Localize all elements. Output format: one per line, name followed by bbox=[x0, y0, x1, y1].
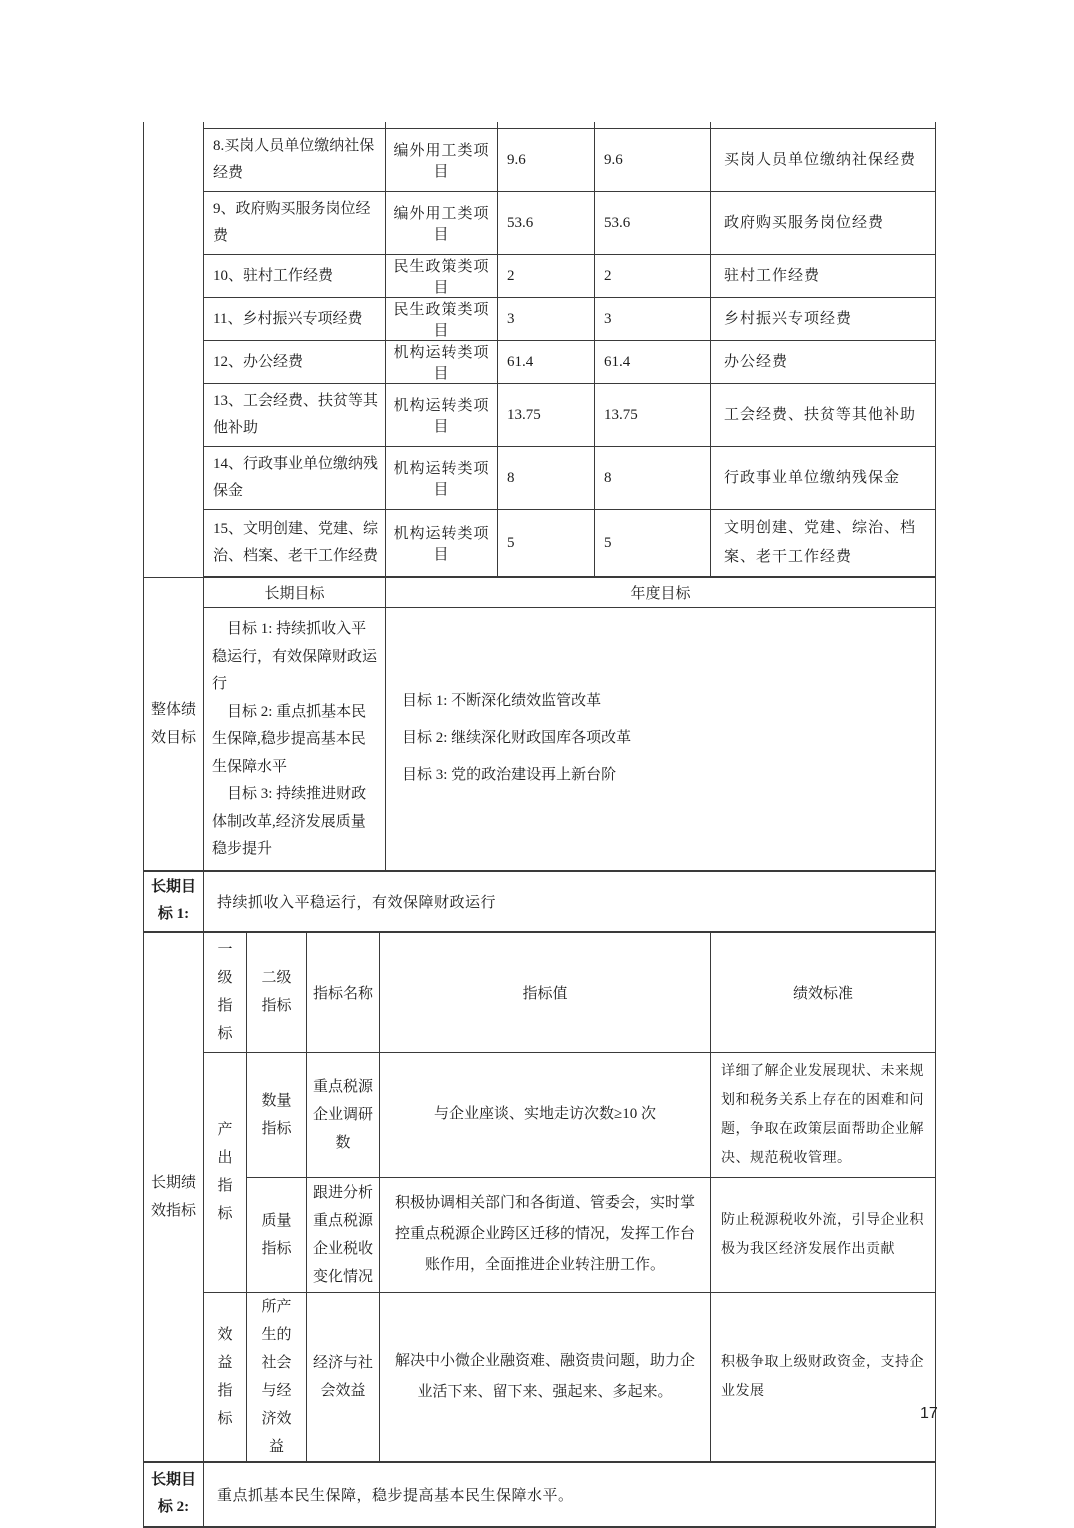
item-amount-2: 13.75 bbox=[595, 384, 711, 447]
header-level2-indicator: 二级指标 bbox=[247, 932, 307, 1052]
long-term-goal-item: 目标 2: 重点抓基本民生保障,稳步提高基本民生保障水平 bbox=[212, 699, 377, 782]
level2-indicator: 所产生的社会与经济效益 bbox=[247, 1292, 307, 1461]
item-amount-1: 61.4 bbox=[498, 341, 595, 384]
item-amount-1: 2 bbox=[498, 255, 595, 298]
long-term-goal-2-label: 长期目标 2: bbox=[144, 1462, 204, 1527]
item-name: 13、工会经费、扶贫等其他补助 bbox=[204, 384, 386, 447]
header-indicator-name: 指标名称 bbox=[307, 932, 380, 1052]
item-category: 机构运转类项目 bbox=[386, 341, 498, 384]
document-content bbox=[143, 122, 935, 1528]
item-description: 乡村振兴专项经费 bbox=[711, 298, 936, 341]
indicator-row-quality bbox=[144, 1177, 936, 1292]
long-term-goal-1-label: 长期目标 1: bbox=[144, 871, 204, 931]
level1-output-indicator: 产出指标 bbox=[204, 1052, 247, 1292]
level2-indicator: 质量指标 bbox=[247, 1177, 307, 1292]
indicator-value: 解决中小微企业融资难、融资贵问题，助力企业活下来、留下来、强起来、多起来。 bbox=[380, 1292, 711, 1461]
item-description: 工会经费、扶贫等其他补助 bbox=[711, 384, 936, 447]
long-term-goal-1-table bbox=[143, 871, 936, 932]
table-row bbox=[144, 129, 936, 192]
indicator-value: 积极协调相关部门和各街道、管委会，实时掌控重点税源企业跨区迁移的情况，发挥工作台账作用，全面推进企业转注册工作。 bbox=[380, 1177, 711, 1292]
budget-items-table bbox=[143, 122, 936, 577]
performance-standard: 防止税源税收外流，引导企业积极为我区经济发展作出贡献 bbox=[711, 1177, 936, 1292]
indicator-row-benefit bbox=[144, 1292, 936, 1461]
long-term-goal-2-table bbox=[143, 1462, 936, 1528]
item-name: 15、文明创建、党建、综治、档案、老干工作经费 bbox=[204, 510, 386, 577]
item-amount-1: 13.75 bbox=[498, 384, 595, 447]
indicator-section-row-label: 长期绩效指标 bbox=[144, 932, 204, 1461]
indicator-name: 重点税源企业调研数 bbox=[307, 1052, 380, 1177]
item-description: 政府购买服务岗位经费 bbox=[711, 192, 936, 255]
page-number: 17 bbox=[920, 1405, 938, 1423]
table-row bbox=[144, 510, 936, 577]
item-amount-2: 8 bbox=[595, 447, 711, 510]
long-term-goal-header: 长期目标 bbox=[204, 578, 386, 608]
item-name: 14、行政事业单位缴纳残保金 bbox=[204, 447, 386, 510]
table-row bbox=[144, 298, 936, 341]
header-level1-indicator: 一级指标 bbox=[204, 932, 247, 1052]
item-amount-2: 2 bbox=[595, 255, 711, 298]
header-indicator-value: 指标值 bbox=[380, 932, 711, 1052]
long-term-goal-1-content: 持续抓收入平稳运行，有效保障财政运行 bbox=[204, 871, 936, 931]
item-amount-2: 53.6 bbox=[595, 192, 711, 255]
item-amount-2: 61.4 bbox=[595, 341, 711, 384]
performance-standard: 积极争取上级财政资金，支持企业发展 bbox=[711, 1292, 936, 1461]
annual-goal-item: 目标 3: 党的政治建设再上新台阶 bbox=[386, 761, 935, 790]
item-category: 民生政策类项目 bbox=[386, 255, 498, 298]
overall-goals-table bbox=[143, 577, 936, 871]
item-description: 文明创建、党建、综治、档案、老干工作经费 bbox=[711, 510, 936, 577]
item-amount-2: 5 bbox=[595, 510, 711, 577]
indicator-value: 与企业座谈、实地走访次数≥10 次 bbox=[380, 1052, 711, 1177]
continued-rowlabel-cell bbox=[144, 122, 204, 577]
header-performance-standard: 绩效标准 bbox=[711, 932, 936, 1052]
item-category: 民生政策类项目 bbox=[386, 298, 498, 341]
annual-goals-cell bbox=[386, 608, 936, 871]
item-amount-1: 3 bbox=[498, 298, 595, 341]
table-row bbox=[144, 341, 936, 384]
item-name: 12、办公经费 bbox=[204, 341, 386, 384]
indicator-table bbox=[143, 932, 936, 1462]
item-category: 机构运转类项目 bbox=[386, 510, 498, 577]
overall-goals-row-label: 整体绩效目标 bbox=[144, 578, 204, 871]
item-name: 11、乡村振兴专项经费 bbox=[204, 298, 386, 341]
item-category: 编外用工类项目 bbox=[386, 129, 498, 192]
item-description: 驻村工作经费 bbox=[711, 255, 936, 298]
annual-goal-item: 目标 1: 不断深化绩效监管改革 bbox=[386, 687, 935, 716]
item-amount-2: 3 bbox=[595, 298, 711, 341]
item-category: 编外用工类项目 bbox=[386, 192, 498, 255]
long-term-goals-cell bbox=[204, 608, 386, 871]
item-amount-1: 9.6 bbox=[498, 129, 595, 192]
performance-standard: 详细了解企业发展现状、未来规划和税务关系上存在的困难和问题，争取在政策层面帮助企业解决、规范税收管理。 bbox=[711, 1052, 936, 1177]
item-category: 机构运转类项目 bbox=[386, 384, 498, 447]
table-row bbox=[144, 192, 936, 255]
table-row bbox=[144, 384, 936, 447]
item-description: 买岗人员单位缴纳社保经费 bbox=[711, 129, 936, 192]
item-amount-1: 53.6 bbox=[498, 192, 595, 255]
indicator-name: 跟进分析重点税源企业税收变化情况 bbox=[307, 1177, 380, 1292]
level2-indicator: 数量指标 bbox=[247, 1052, 307, 1177]
item-description: 行政事业单位缴纳残保金 bbox=[711, 447, 936, 510]
table-row bbox=[144, 447, 936, 510]
item-description: 办公经费 bbox=[711, 341, 936, 384]
indicator-row-quantity bbox=[144, 1052, 936, 1177]
level1-benefit-indicator: 效益指标 bbox=[204, 1292, 247, 1461]
item-name: 9、政府购买服务岗位经费 bbox=[204, 192, 386, 255]
item-name: 10、驻村工作经费 bbox=[204, 255, 386, 298]
long-term-goal-2-content: 重点抓基本民生保障，稳步提高基本民生保障水平。 bbox=[204, 1462, 936, 1527]
item-amount-2: 9.6 bbox=[595, 129, 711, 192]
annual-goal-header: 年度目标 bbox=[386, 578, 936, 608]
item-amount-1: 5 bbox=[498, 510, 595, 577]
indicator-header-row bbox=[144, 932, 936, 1052]
annual-goal-item: 目标 2: 继续深化财政国库各项改革 bbox=[386, 724, 935, 753]
item-amount-1: 8 bbox=[498, 447, 595, 510]
item-name: 8.买岗人员单位缴纳社保经费 bbox=[204, 129, 386, 192]
long-term-goal-item: 目标 1: 持续抓收入平稳运行，有效保障财政运行 bbox=[212, 616, 377, 699]
table-row bbox=[144, 255, 936, 298]
long-term-goal-item: 目标 3: 持续推进财政体制改革,经济发展质量稳步提升 bbox=[212, 781, 377, 864]
indicator-name: 经济与社会效益 bbox=[307, 1292, 380, 1461]
item-category: 机构运转类项目 bbox=[386, 447, 498, 510]
